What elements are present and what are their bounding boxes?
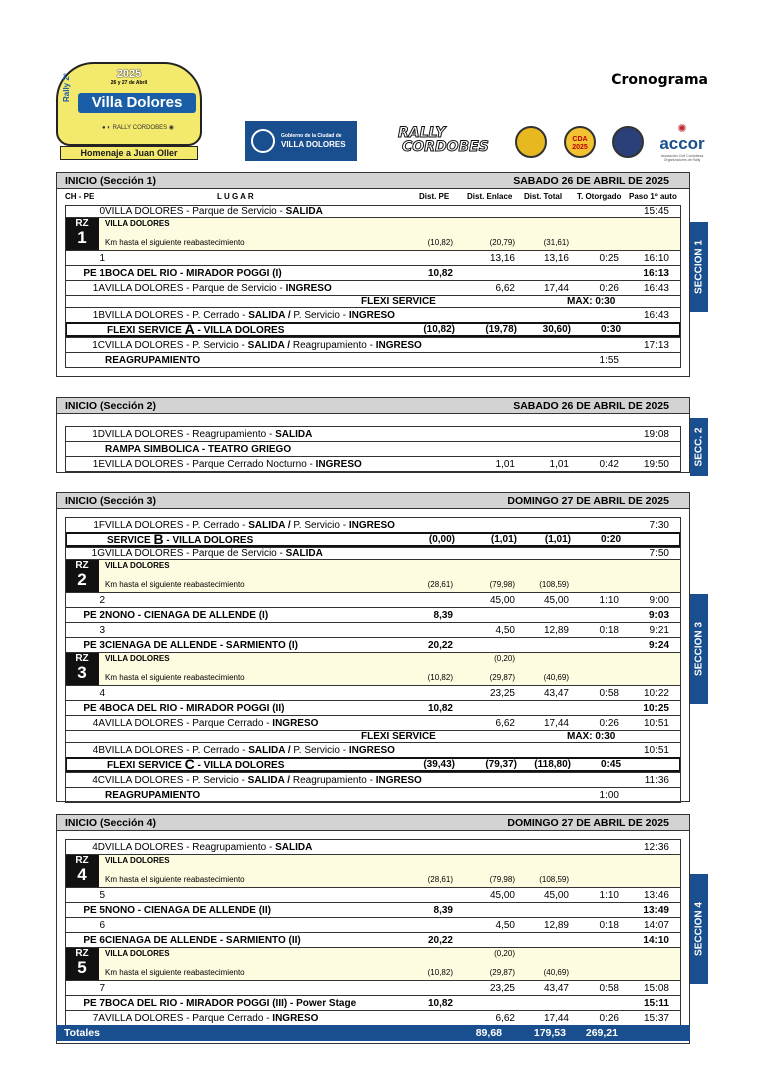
- loc-bold: INGRESO: [348, 520, 395, 531]
- rz-number: 1: [77, 228, 87, 247]
- row-en: 4,50: [495, 625, 515, 636]
- row-code: 2: [99, 595, 105, 606]
- rz-en: (29,87): [489, 968, 515, 977]
- col-chpe: CH - PE: [65, 192, 95, 201]
- row-location: BOCA DEL RIO - MIRADOR POGGI (III) - Power Stage: [105, 998, 357, 1009]
- rc-line1: RALLY: [398, 125, 446, 141]
- table-frame: [65, 205, 681, 367]
- row-ot: 0:18: [599, 625, 619, 636]
- rz-to: (40,69): [543, 673, 569, 682]
- table-frame: [65, 426, 681, 471]
- service-letter: C: [184, 756, 195, 772]
- rz-en: (20,79): [489, 238, 515, 247]
- loc-part: VILLA DOLORES - P. Servicio -: [105, 340, 248, 351]
- rz-label: RZ: [75, 218, 89, 229]
- row-code: 6: [99, 920, 105, 931]
- loc-bold: INGRESO: [272, 1013, 319, 1024]
- section-title: INICIO (Sección 3): [65, 495, 157, 507]
- loc-bold: INGRESO: [348, 310, 395, 321]
- loc-part: VILLA DOLORES - Parque de Servicio -: [105, 206, 286, 217]
- row-paso: 16:43: [643, 283, 669, 294]
- table-bottom-line: [65, 471, 681, 472]
- rz-to: (31,61): [543, 238, 569, 247]
- row-pe: 8,39: [433, 610, 453, 621]
- flexi-max: MAX: 0:30: [567, 296, 616, 307]
- side-tab-label: SECC. 2: [693, 427, 705, 467]
- row-ot: 0:42: [599, 459, 619, 470]
- row-pe: (10,82): [423, 324, 455, 335]
- cda-text: CDA: [572, 136, 588, 143]
- row-to: 13,16: [543, 253, 569, 264]
- loc-bold: SALIDA: [285, 548, 323, 559]
- plate-year: 2025: [116, 68, 142, 80]
- rz-label: RZ: [75, 653, 89, 664]
- mountain-logo-icon: [612, 126, 644, 158]
- accor-sub: Asociación Civil Cordobesa Organizadores de Rally: [660, 154, 704, 162]
- row-to: 45,00: [543, 595, 569, 606]
- plate-sponsor-logos: ● ◐ RALLY CORDOBES ◉: [102, 125, 174, 131]
- loc-part: VILLA DOLORES - Parque Cerrado -: [105, 1013, 273, 1024]
- row-ot: 0:26: [599, 1013, 619, 1024]
- side-tab-seccion-2: [690, 418, 708, 476]
- row-en: 6,62: [495, 283, 515, 294]
- row-en: 23,25: [489, 983, 515, 994]
- totals-bar: [56, 1025, 690, 1041]
- plate-rc-logo: RALLY CORDOBES: [112, 125, 168, 131]
- row-code: PE 4: [83, 703, 105, 714]
- accor-mark-icon: ✺: [677, 123, 687, 135]
- loc-bold: SALIDA /: [248, 745, 291, 756]
- loc-bold: SALIDA: [275, 842, 313, 853]
- row-to: 1,01: [549, 459, 569, 470]
- col-paso: Paso 1º auto: [629, 192, 677, 201]
- rz-pe: (28,61): [427, 875, 453, 884]
- row-paso: 19:08: [643, 429, 669, 440]
- row-en: 23,25: [489, 688, 515, 699]
- loc-bold: SALIDA: [285, 206, 323, 217]
- rc-line2: CORDOBES: [402, 139, 489, 155]
- row-to: 17,44: [543, 1013, 569, 1024]
- col-dist-pe: Dist. PE: [419, 192, 450, 201]
- accor-logo: [658, 124, 706, 162]
- row-to: 45,00: [543, 890, 569, 901]
- row-paso: 17:13: [643, 340, 669, 351]
- service-pre: SERVICE: [107, 535, 154, 546]
- rampa-label: RAMPA SIMBOLICA - TEATRO GRIEGO: [105, 444, 292, 455]
- row-paso: 16:43: [643, 310, 669, 321]
- rz-to: (108,59): [539, 875, 569, 884]
- section-date: DOMINGO 27 DE ABRIL DE 2025: [507, 817, 669, 829]
- row-to: 43,47: [543, 688, 569, 699]
- service-post: - VILLA DOLORES: [163, 535, 254, 546]
- totals-total: 269,21: [585, 1027, 618, 1039]
- rally-cordobes-logo: [398, 126, 488, 156]
- flexi-service-label: FLEXI SERVICE: [361, 296, 436, 307]
- row-code: 1C: [92, 340, 105, 351]
- side-tab-seccion-1: [690, 222, 708, 312]
- rz-number: 2: [77, 570, 87, 589]
- rz-location: VILLA DOLORES: [105, 219, 170, 228]
- section-date: DOMINGO 27 DE ABRIL DE 2025: [507, 495, 669, 507]
- rz-km-label: Km hasta el siguiente reabastecimiento: [105, 968, 245, 977]
- row-code: 4A: [92, 718, 105, 729]
- row-pe: 10,82: [427, 998, 453, 1009]
- side-tab-label: SECCION 4: [693, 902, 705, 956]
- rz-number: 5: [77, 958, 87, 977]
- section-header: [57, 493, 689, 509]
- plate-homage: Homenaje a Juan Oller: [60, 146, 198, 160]
- row-to: 17,44: [543, 283, 569, 294]
- row-code: 1D: [92, 429, 105, 440]
- row-to: (118,80): [534, 759, 571, 770]
- event-plate-logo: [56, 62, 202, 160]
- flexi-service-label: FLEXI SERVICE: [361, 731, 436, 742]
- rz-en: (79,98): [489, 580, 515, 589]
- row-code: 4C: [92, 775, 105, 786]
- row-code: 1F: [93, 520, 105, 531]
- col-t-otorgado: T. Otorgado: [577, 192, 622, 201]
- row-paso: 9:03: [648, 610, 669, 621]
- row-to: 12,89: [543, 920, 569, 931]
- row-code: PE 2: [83, 610, 105, 621]
- rz-location: VILLA DOLORES: [105, 949, 170, 958]
- row-en: 45,00: [489, 890, 515, 901]
- loc-bold: SALIDA /: [248, 310, 291, 321]
- loc-bold: INGRESO: [272, 718, 319, 729]
- row-location: NONO - CIENAGA DE ALLENDE (I): [105, 610, 269, 621]
- cda-logo: [564, 126, 596, 158]
- loc-part: VILLA DOLORES - Reagrupamiento -: [105, 429, 276, 440]
- rz-en-alt: (0,20): [494, 949, 515, 958]
- section-title: INICIO (Sección 2): [65, 400, 157, 412]
- row-to: 43,47: [543, 983, 569, 994]
- city-seal-icon: [251, 129, 275, 153]
- row-paso: 19:50: [643, 459, 669, 470]
- row-code: 7A: [92, 1013, 105, 1024]
- row-to: 30,60): [542, 324, 571, 335]
- loc-bold: INGRESO: [375, 340, 422, 351]
- loc-part: P. Servicio -: [290, 745, 349, 756]
- row-paso: 15:37: [643, 1013, 669, 1024]
- loc-bold: SALIDA /: [247, 775, 291, 786]
- section-header: [57, 398, 689, 414]
- col-lugar: L U G A R: [217, 192, 254, 201]
- rz-label: RZ: [75, 948, 89, 959]
- row-code: 1G: [91, 548, 105, 559]
- section-date: SABADO 26 DE ABRIL DE 2025: [513, 175, 669, 187]
- service-post: - VILLA DOLORES: [194, 325, 285, 336]
- row-to: 17,44: [543, 718, 569, 729]
- row-ot: 1:55: [599, 355, 619, 366]
- loc-bold: SALIDA: [275, 429, 313, 440]
- rz-pe: (28,61): [427, 580, 453, 589]
- row-paso: 16:10: [643, 253, 669, 264]
- federation-logo-icon: [515, 126, 547, 158]
- loc-part: Reagrupamiento -: [290, 340, 376, 351]
- flexi-max: MAX: 0:30: [567, 731, 616, 742]
- row-ot: 0:18: [599, 920, 619, 931]
- row-en: (79,37): [485, 759, 517, 770]
- section-header: [57, 815, 689, 831]
- row-code: 1A: [92, 283, 105, 294]
- row-location: BOCA DEL RIO - MIRADOR POGGI (II): [105, 703, 285, 714]
- row-en: 4,50: [495, 920, 515, 931]
- row-paso: 10:22: [643, 688, 669, 699]
- loc-part: P. Servicio -: [290, 520, 349, 531]
- row-pe: 20,22: [427, 935, 453, 946]
- row-ot: 0:20: [600, 534, 621, 545]
- loc-part: VILLA DOLORES - P. Cerrado -: [105, 745, 249, 756]
- side-tab-seccion-3: [690, 594, 708, 704]
- loc-bold: INGRESO: [348, 745, 395, 756]
- totals-pe: 89,68: [475, 1027, 502, 1039]
- section-date: SABADO 26 DE ABRIL DE 2025: [513, 400, 669, 412]
- rz-pe: (10,82): [427, 238, 453, 247]
- rz-to: (108,59): [539, 580, 569, 589]
- row-location: CIENAGA DE ALLENDE - SARMIENTO (II): [105, 935, 301, 946]
- row-code: PE 7: [83, 998, 105, 1009]
- service-pre: FLEXI SERVICE: [107, 760, 185, 771]
- rz-label: RZ: [75, 560, 89, 571]
- row-paso: 10:25: [643, 703, 669, 714]
- row-code: PE 6: [83, 935, 105, 946]
- row-paso: 7:30: [649, 520, 669, 531]
- row-code: 1E: [92, 459, 105, 470]
- rz-km-label: Km hasta el siguiente reabastecimiento: [105, 580, 245, 589]
- row-paso: 9:00: [649, 595, 669, 606]
- loc-bold: SALIDA /: [248, 520, 291, 531]
- section-3: [56, 492, 690, 802]
- service-pre: FLEXI SERVICE: [107, 325, 185, 336]
- loc-part: VILLA DOLORES - Parque Cerrado -: [105, 718, 273, 729]
- row-paso: 12:36: [643, 842, 669, 853]
- rz-pe: (10,82): [427, 673, 453, 682]
- gobierno-logo: [245, 121, 357, 161]
- row-to: (1,01): [544, 534, 571, 545]
- row-paso: 16:13: [643, 268, 669, 279]
- rz-label: RZ: [75, 855, 89, 866]
- loc-part: VILLA DOLORES - Parque de Servicio -: [105, 283, 286, 294]
- row-paso: 15:45: [643, 206, 669, 217]
- totals-label: Totales: [64, 1027, 100, 1039]
- loc-bold: INGRESO: [375, 775, 422, 786]
- row-code: 1B: [92, 310, 105, 321]
- rz-en: (29,87): [489, 673, 515, 682]
- rz-km-label: Km hasta el siguiente reabastecimiento: [105, 673, 245, 682]
- rz-pe: (10,82): [427, 968, 453, 977]
- row-ot: 0:58: [599, 688, 619, 699]
- rz-to: (40,69): [543, 968, 569, 977]
- table-bottom-line: [65, 367, 681, 368]
- rz-en: (79,98): [489, 875, 515, 884]
- page-title: Cronograma: [611, 72, 708, 88]
- row-location: NONO - CIENAGA DE ALLENDE (II): [105, 905, 271, 916]
- accor-name: accor: [659, 134, 705, 153]
- row-code: PE 3: [83, 640, 105, 651]
- table-frame: [65, 517, 681, 802]
- row-en: 13,16: [489, 253, 515, 264]
- side-tab-seccion-4: [690, 874, 708, 984]
- row-ot: 0:58: [599, 983, 619, 994]
- row-paso: 14:07: [643, 920, 669, 931]
- plate-rally-label: Rally 2º: [62, 73, 71, 102]
- row-pe: 8,39: [433, 905, 453, 916]
- service-post: - VILLA DOLORES: [194, 760, 285, 771]
- section-1: [56, 172, 690, 377]
- rz-location: VILLA DOLORES: [105, 561, 170, 570]
- table-frame: [65, 839, 681, 1025]
- rz-number: 4: [77, 865, 87, 884]
- rz-en-alt: (0,20): [494, 654, 515, 663]
- row-en: 6,62: [495, 1013, 515, 1024]
- plate-event-name: Villa Dolores: [78, 93, 196, 113]
- gob-line2: VILLA DOLORES: [281, 140, 346, 149]
- row-paso: 14:10: [643, 935, 669, 946]
- loc-part: VILLA DOLORES - Reagrupamiento -: [105, 842, 276, 853]
- row-en: 1,01: [495, 459, 515, 470]
- table-bottom-line: [65, 802, 681, 803]
- gob-line1: Gobierno de la Ciudad de: [281, 133, 342, 139]
- loc-part: VILLA DOLORES - Parque Cerrado Nocturno -: [105, 459, 316, 470]
- service-letter: A: [184, 321, 195, 337]
- row-paso: 10:51: [643, 745, 669, 756]
- section-title: INICIO (Sección 1): [65, 175, 157, 187]
- column-headers: [57, 190, 689, 203]
- row-ot: 0:45: [600, 759, 621, 770]
- loc-part: VILLA DOLORES - Parque de Servicio -: [105, 548, 286, 559]
- row-ot: 1:00: [599, 790, 619, 801]
- loc-part: VILLA DOLORES - P. Cerrado -: [105, 520, 249, 531]
- row-pe: 10,82: [427, 703, 453, 714]
- loc-part: P. Servicio -: [290, 310, 349, 321]
- row-paso: 15:08: [643, 983, 669, 994]
- loc-part: Reagrupamiento -: [290, 775, 376, 786]
- reagrupamiento-label: REAGRUPAMIENTO: [105, 790, 201, 801]
- row-paso: 9:24: [648, 640, 669, 651]
- col-dist-total: Dist. Total: [524, 192, 563, 201]
- service-letter: B: [153, 531, 164, 547]
- row-en: 6,62: [495, 718, 515, 729]
- row-pe: 10,82: [427, 268, 453, 279]
- row-code: 4B: [92, 745, 105, 756]
- row-en: (1,01): [490, 534, 517, 545]
- row-code: 5: [99, 890, 105, 901]
- reagrupamiento-label: REAGRUPAMIENTO: [105, 355, 201, 366]
- section-title: INICIO (Sección 4): [65, 817, 157, 829]
- row-ot: 0:26: [599, 718, 619, 729]
- row-paso: 15:11: [643, 998, 669, 1009]
- row-paso: 7:50: [649, 548, 669, 559]
- row-code: 3: [99, 625, 105, 636]
- row-paso: 9:21: [649, 625, 669, 636]
- row-code: 1: [99, 253, 105, 264]
- rz-location: VILLA DOLORES: [105, 856, 170, 865]
- rz-km-label: Km hasta el siguiente reabastecimiento: [105, 238, 245, 247]
- rz-number: 3: [77, 663, 87, 682]
- row-paso: 13:49: [643, 905, 669, 916]
- row-code: 0: [99, 206, 105, 217]
- row-paso: 11:36: [644, 775, 669, 786]
- row-ot: 0:30: [600, 324, 621, 335]
- loc-bold: INGRESO: [315, 459, 362, 470]
- row-to: 12,89: [543, 625, 569, 636]
- loc-part: VILLA DOLORES - P. Servicio -: [105, 775, 248, 786]
- side-tab-label: SECCION 1: [693, 240, 705, 294]
- side-tab-label: SECCION 3: [693, 622, 705, 676]
- row-location: BOCA DEL RIO - MIRADOR POGGI (I): [105, 268, 282, 279]
- section-4: [56, 814, 690, 1044]
- loc-bold: INGRESO: [285, 283, 332, 294]
- row-ot: 0:26: [599, 283, 619, 294]
- row-code: PE 5: [83, 905, 105, 916]
- row-ot: 1:10: [599, 890, 619, 901]
- row-pe: 20,22: [427, 640, 453, 651]
- col-dist-enlace: Dist. Enlace: [467, 192, 513, 201]
- totals-enlace: 179,53: [533, 1027, 566, 1039]
- row-pe: (0,00): [428, 534, 455, 545]
- row-en: (19,78): [485, 324, 517, 335]
- section-2: [56, 397, 690, 473]
- row-ot: 0:25: [599, 253, 619, 264]
- row-ot: 1:10: [599, 595, 619, 606]
- rz-km-label: Km hasta el siguiente reabastecimiento: [105, 875, 245, 884]
- row-en: 45,00: [489, 595, 515, 606]
- row-pe: (39,43): [423, 759, 455, 770]
- rz-location: VILLA DOLORES: [105, 654, 170, 663]
- cda-year: 2025: [572, 144, 588, 151]
- loc-bold: SALIDA /: [247, 340, 291, 351]
- row-code: 4: [99, 688, 105, 699]
- row-location: CIENAGA DE ALLENDE - SARMIENTO (I): [105, 640, 298, 651]
- row-code: 4D: [92, 842, 105, 853]
- row-code: 7: [99, 983, 105, 994]
- row-paso: 13:46: [643, 890, 669, 901]
- section-header: [57, 173, 689, 189]
- row-paso: 10:51: [643, 718, 669, 729]
- loc-part: VILLA DOLORES - P. Cerrado -: [105, 310, 249, 321]
- plate-dates: 26 y 27 de Abril: [110, 80, 148, 86]
- row-code: PE 1: [83, 268, 105, 279]
